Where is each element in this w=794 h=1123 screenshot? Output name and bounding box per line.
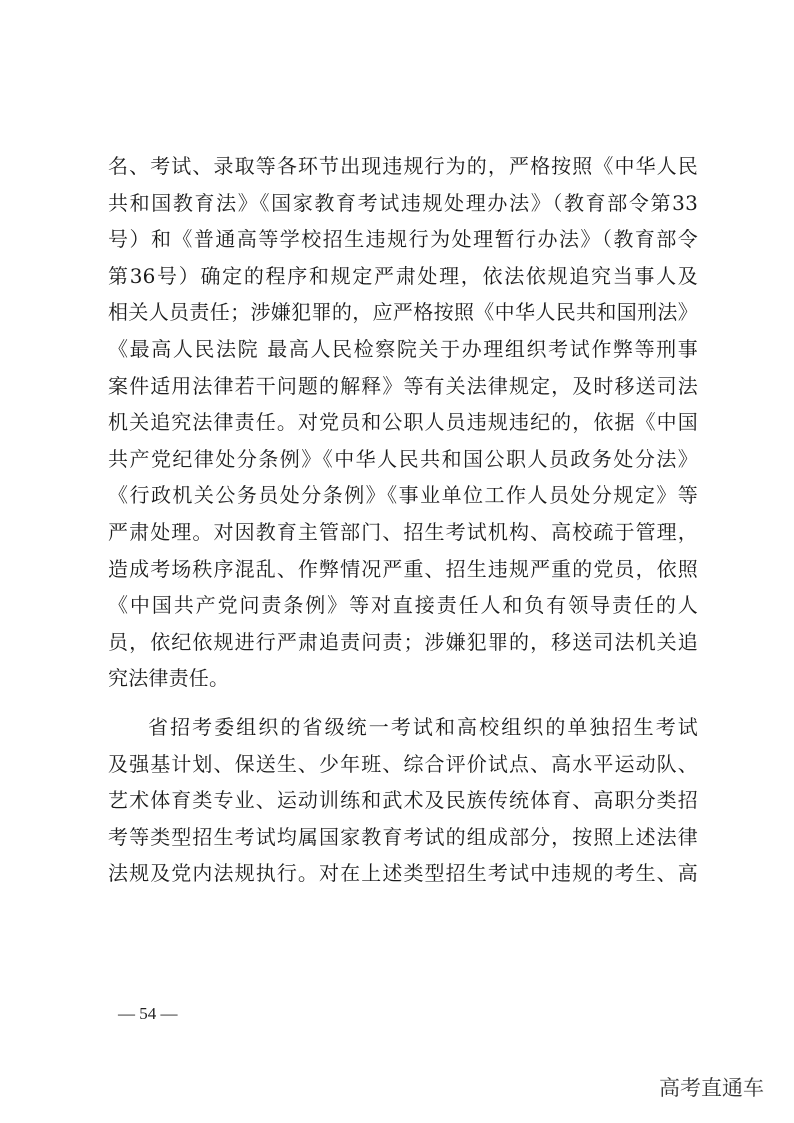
text-line: 究法律责任。 <box>108 666 230 691</box>
text-line: 《最高人民法院 最高人民检察院关于办理组织考试作弊等刑事 <box>108 336 698 361</box>
document-body <box>108 148 698 892</box>
text-line: 共产党纪律处分条例》《中华人民共和国公职人员政务处分法》 <box>108 446 698 471</box>
text-line: 号）和《普通高等学校招生违规行为处理暂行办法》（教育部令 <box>108 227 698 252</box>
text-line: 法规及党内法规执行。对在上述类型招生考试中违规的考生、高 <box>108 861 698 886</box>
text-line: 造成考场秩序混乱、作弊情况严重、招生违规严重的党员，依照 <box>108 556 698 581</box>
paragraph-1 <box>108 148 698 697</box>
text-line: 共和国教育法》《国家教育考试违规处理办法》（教育部令第33 <box>108 190 698 215</box>
paragraph-2 <box>108 709 698 892</box>
text-line: 《行政机关公务员处分条例》《事业单位工作人员处分规定》等 <box>108 483 698 508</box>
text-line: 《中国共产党问责条例》等对直接责任人和负有领导责任的人 <box>108 593 698 618</box>
text-line: 员，依纪依规进行严肃追责问责；涉嫌犯罪的，移送司法机关追 <box>108 629 698 654</box>
text-line: 第36号）确定的程序和规定严肃处理，依法依规追究当事人及 <box>108 263 698 288</box>
text-line: 案件适用法律若干问题的解释》等有关法律规定，及时移送司法 <box>108 373 698 398</box>
text-line: 考等类型招生考试均属国家教育考试的组成部分，按照上述法律 <box>108 824 698 849</box>
text-line: 及强基计划、保送生、少年班、综合评价试点、高水平运动队、 <box>108 751 698 776</box>
text-line: 严肃处理。对因教育主管部门、招生考试机构、高校疏于管理， <box>108 519 698 544</box>
paragraph-gap <box>108 697 698 709</box>
text-line: 名、考试、录取等各环节出现违规行为的，严格按照《中华人民 <box>108 154 698 178</box>
page-number: — 54 — <box>118 1004 178 1023</box>
text-line: 机关追究法律责任。对党员和公职人员违规违纪的，依据《中国 <box>108 410 698 435</box>
text-line: 艺术体育类专业、运动训练和武术及民族传统体育、高职分类招 <box>108 788 698 813</box>
text-line: 相关人员责任；涉嫌犯罪的，应严格按照《中华人民共和国刑法》 <box>108 300 698 325</box>
text-line: 省招考委组织的省级统一考试和高校组织的单独招生考试 <box>148 714 698 739</box>
watermark-text: 高考直通车 <box>659 1076 764 1100</box>
